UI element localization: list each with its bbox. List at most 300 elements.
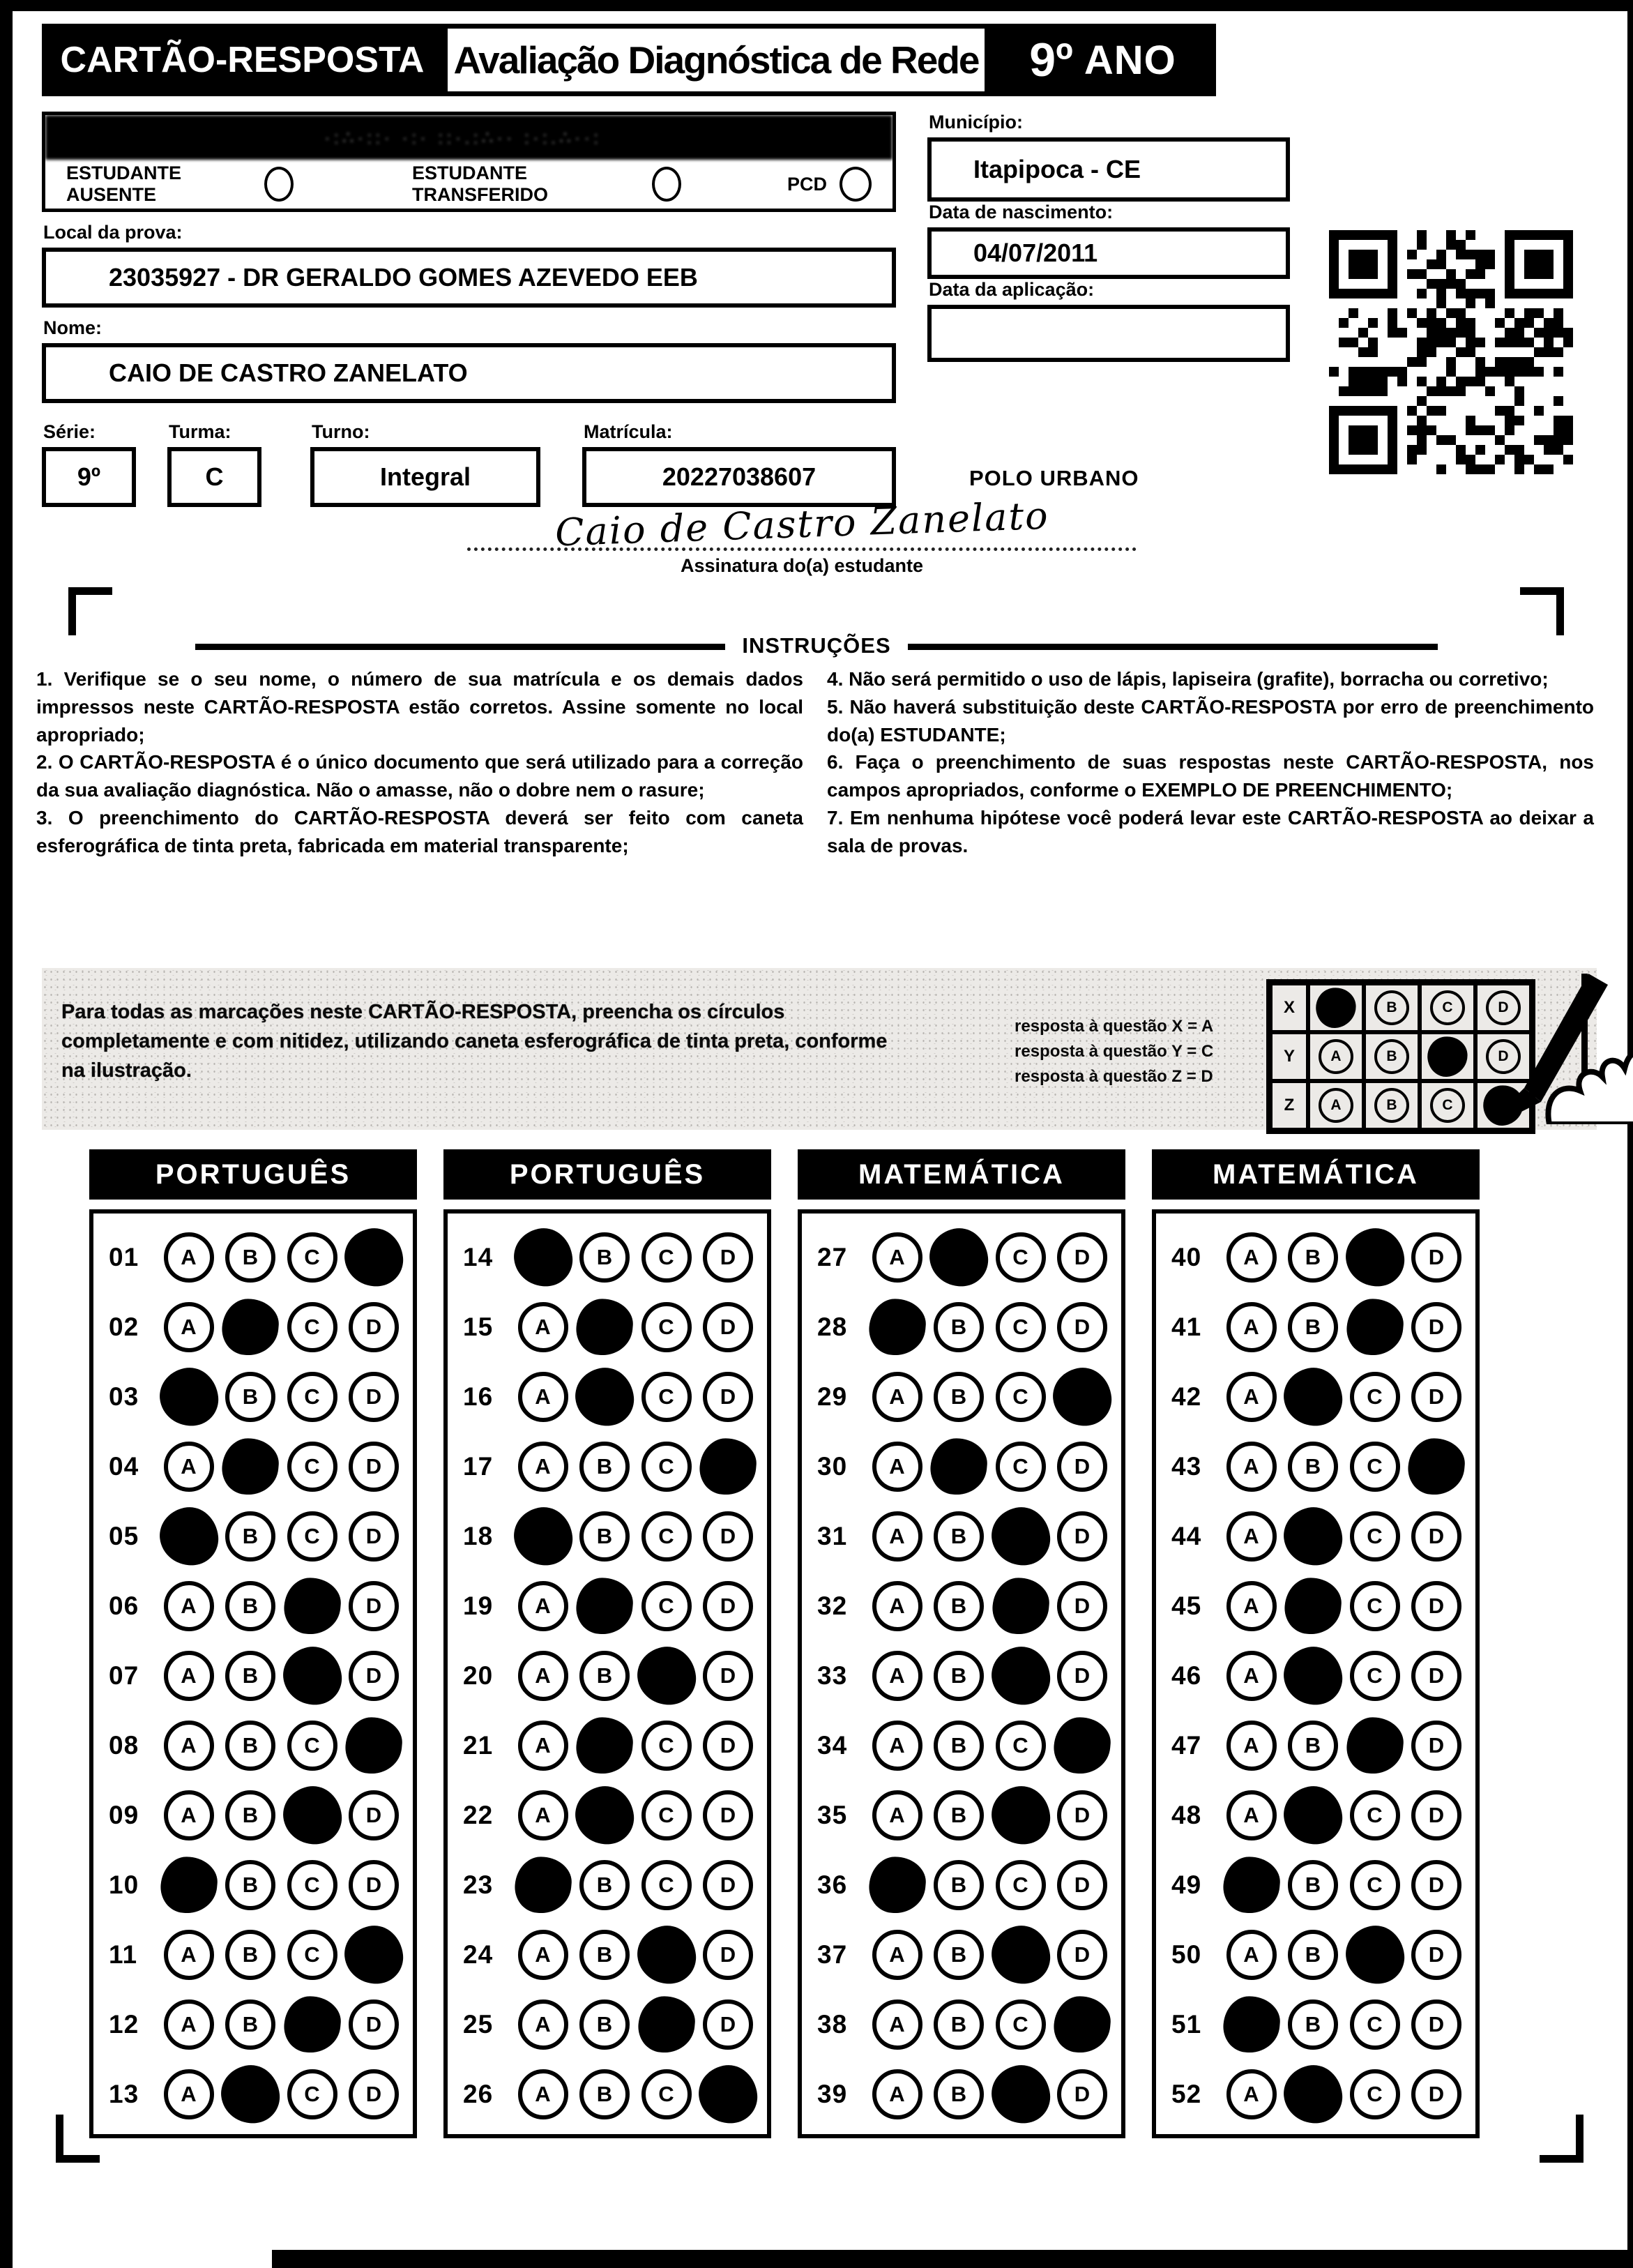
bubble-D[interactable]: D — [703, 1511, 753, 1562]
bubble-B[interactable]: B — [579, 2069, 630, 2119]
bubble-B[interactable] — [1282, 1575, 1343, 1636]
question-row — [109, 1504, 399, 1569]
bubble-A[interactable]: A — [518, 1442, 568, 1492]
bubble-D[interactable]: D — [1057, 1790, 1107, 1840]
bubble-B[interactable] — [574, 1575, 635, 1636]
question-number: 52 — [1171, 2080, 1202, 2108]
example-bubble-C: C — [1430, 990, 1465, 1025]
student-signature-handwriting: Caio de Castro Zanelato — [554, 493, 1050, 555]
bubble-D[interactable]: D — [1411, 1721, 1461, 1771]
bubble-C[interactable]: C — [287, 1721, 337, 1771]
bubble-A[interactable]: A — [872, 1232, 922, 1283]
legend-line: resposta à questão Z = D — [1015, 1067, 1213, 1086]
bubble-D[interactable]: D — [703, 1930, 753, 1980]
bubble-B[interactable]: B — [934, 1721, 984, 1771]
bubble-A[interactable] — [157, 1365, 221, 1429]
bubble-B[interactable] — [1281, 2062, 1345, 2126]
question-number: 05 — [109, 1522, 139, 1550]
question-row — [109, 1294, 399, 1360]
bubble-C[interactable]: C — [1350, 1651, 1400, 1701]
bubble-D[interactable]: D — [349, 1651, 399, 1701]
bubble-A[interactable]: A — [1226, 1372, 1277, 1422]
bubble-A[interactable]: A — [518, 1651, 568, 1701]
bubble-D[interactable]: D — [1411, 1999, 1461, 2050]
status-bubble[interactable] — [264, 167, 294, 202]
question-number: 22 — [463, 1801, 494, 1829]
bubble-C[interactable]: C — [287, 1442, 337, 1492]
bubble-A[interactable]: A — [1226, 1581, 1277, 1631]
bubble-D[interactable]: D — [1411, 1860, 1461, 1910]
bubble-D[interactable]: D — [1411, 1930, 1461, 1980]
bubble-D[interactable]: D — [1057, 1581, 1107, 1631]
bubble-B[interactable]: B — [934, 1511, 984, 1562]
bubble-A[interactable]: A — [872, 1442, 922, 1492]
bubble-D[interactable]: D — [703, 1790, 753, 1840]
bubble-C[interactable]: C — [287, 2069, 337, 2119]
bubble-B[interactable]: B — [579, 1651, 630, 1701]
bubble-D[interactable]: D — [349, 1581, 399, 1631]
status-box — [42, 112, 896, 212]
signature-line — [467, 493, 1137, 555]
bubble-C[interactable] — [636, 1994, 697, 2055]
example-cell — [1364, 983, 1420, 1032]
bubble-B[interactable]: B — [225, 1232, 275, 1283]
bubble-A[interactable] — [867, 1296, 927, 1357]
question-number: 13 — [109, 2080, 139, 2108]
bubble-A[interactable]: A — [872, 1721, 922, 1771]
bubble-C[interactable] — [1343, 1923, 1407, 1987]
bubble-D[interactable]: D — [703, 1860, 753, 1910]
bubble-B[interactable]: B — [934, 1581, 984, 1631]
question-row — [817, 1643, 1107, 1709]
question-number: 36 — [817, 1870, 848, 1899]
bubble-D[interactable]: D — [703, 1581, 753, 1631]
bubble-B[interactable]: B — [579, 1442, 630, 1492]
question-number: 30 — [817, 1452, 848, 1481]
bubble-D[interactable]: D — [703, 1999, 753, 2050]
question-number: 04 — [109, 1452, 139, 1481]
status-label: ESTUDANTE AUSENTE — [66, 162, 182, 205]
bubble-B[interactable] — [572, 1783, 637, 1847]
bubble-D[interactable]: D — [349, 2069, 399, 2119]
question-row — [817, 1434, 1107, 1499]
bubble-D[interactable]: D — [703, 1232, 753, 1283]
bubble-C[interactable]: C — [641, 1860, 692, 1910]
bubble-C[interactable]: C — [641, 1302, 692, 1352]
bubble-B[interactable]: B — [934, 1372, 984, 1422]
bubble-A[interactable]: A — [1226, 2069, 1277, 2119]
question-number: 19 — [463, 1592, 494, 1620]
bubble-D[interactable]: D — [1057, 1511, 1107, 1562]
bubble-B[interactable]: B — [579, 1232, 630, 1283]
question-row — [817, 1573, 1107, 1639]
bubble-A[interactable]: A — [872, 1790, 922, 1840]
bubble-A[interactable]: A — [164, 1442, 214, 1492]
bubble-D[interactable] — [696, 2062, 760, 2126]
bubble-C[interactable]: C — [641, 1721, 692, 1771]
bubble-B[interactable]: B — [225, 1581, 275, 1631]
nome-value: CAIO DE CASTRO ZANELATO — [42, 343, 896, 403]
status-bubble[interactable] — [652, 167, 681, 202]
bubble-A[interactable]: A — [518, 1930, 568, 1980]
example-cell — [1308, 983, 1364, 1032]
instructions-right-column — [827, 665, 1594, 859]
bubble-C[interactable] — [282, 1994, 342, 2055]
bubble-D[interactable]: D — [1057, 1232, 1107, 1283]
bubble-B[interactable]: B — [1288, 1442, 1338, 1492]
bubble-C[interactable]: C — [1350, 1790, 1400, 1840]
municipio-label: Município: — [929, 112, 1023, 133]
bubble-C[interactable] — [989, 2062, 1053, 2126]
status-label: PCD — [787, 173, 827, 195]
bubble-D[interactable]: D — [1057, 2069, 1107, 2119]
question-number: 07 — [109, 1661, 139, 1690]
question-number: 15 — [463, 1313, 494, 1341]
question-row — [1171, 1294, 1461, 1360]
bubble-A[interactable]: A — [164, 1302, 214, 1352]
bubble-C[interactable] — [989, 1504, 1053, 1568]
bubble-B[interactable] — [574, 1715, 635, 1776]
question-row — [817, 1783, 1107, 1848]
legend-line: resposta à questão X = A — [1015, 1017, 1214, 1036]
bubble-C[interactable] — [1344, 1715, 1405, 1776]
bubble-A[interactable] — [157, 1504, 221, 1568]
crop-mark-top-left — [68, 587, 112, 635]
bubble-A[interactable]: A — [1226, 1790, 1277, 1840]
bubble-C[interactable] — [989, 1644, 1053, 1708]
fill-example-band — [42, 968, 1597, 1130]
bubble-D[interactable]: D — [1057, 1930, 1107, 1980]
bubble-B[interactable]: B — [225, 1790, 275, 1840]
bubble-A[interactable] — [158, 1854, 219, 1915]
bubble-C[interactable]: C — [996, 1860, 1046, 1910]
question-row — [817, 2062, 1107, 2127]
bubble-B[interactable]: B — [1288, 1721, 1338, 1771]
bubble-C[interactable]: C — [996, 1442, 1046, 1492]
question-row — [1171, 2062, 1461, 2127]
question-number: 10 — [109, 1870, 139, 1899]
bubble-B[interactable]: B — [579, 1930, 630, 1980]
bubble-B[interactable]: B — [1288, 1302, 1338, 1352]
example-bubble-B: B — [1374, 1039, 1409, 1074]
bubble-B[interactable]: B — [934, 1860, 984, 1910]
bubble-C[interactable] — [1343, 1225, 1407, 1290]
bubble-A[interactable]: A — [164, 1232, 214, 1283]
bubble-C[interactable]: C — [1350, 2069, 1400, 2119]
bubble-D[interactable]: D — [349, 1999, 399, 2050]
bubble-D[interactable]: D — [349, 1511, 399, 1562]
bubble-B[interactable]: B — [934, 1999, 984, 2050]
bubble-A[interactable]: A — [872, 2069, 922, 2119]
bubble-B[interactable] — [572, 1365, 637, 1429]
bubble-B[interactable] — [1281, 1783, 1345, 1847]
bubble-B[interactable] — [928, 1436, 989, 1497]
question-number: 49 — [1171, 1870, 1202, 1899]
bubble-C[interactable]: C — [641, 1581, 692, 1631]
bubble-C[interactable]: C — [1350, 1372, 1400, 1422]
bubble-A[interactable] — [1221, 1994, 1282, 2055]
bubble-C[interactable]: C — [996, 1372, 1046, 1422]
question-row — [817, 1294, 1107, 1360]
bubble-A[interactable]: A — [164, 1721, 214, 1771]
bubble-B[interactable]: B — [225, 1651, 275, 1701]
question-row — [463, 1783, 753, 1848]
bubble-A[interactable] — [1221, 1854, 1282, 1915]
bubble-B[interactable]: B — [934, 2069, 984, 2119]
bubble-B[interactable]: B — [579, 1860, 630, 1910]
bubble-D[interactable]: D — [1057, 1651, 1107, 1701]
card-title: CARTÃO-RESPOSTA — [42, 24, 443, 96]
bubble-D[interactable]: D — [1411, 1232, 1461, 1283]
bubble-A[interactable]: A — [518, 1581, 568, 1631]
bubble-C[interactable]: C — [996, 1302, 1046, 1352]
question-number: 26 — [463, 2080, 494, 2108]
instruction-item: 2. O CARTÃO-RESPOSTA é o único documento que será utilizado para a correção da sua avaliação diagnóstica. Não o amasse, não o dobre nem o rasure; — [36, 751, 803, 801]
question-number: 45 — [1171, 1592, 1202, 1620]
question-number: 11 — [109, 1940, 138, 1969]
bubble-B[interactable]: B — [934, 1930, 984, 1980]
bubble-C[interactable]: C — [996, 1232, 1046, 1283]
bubble-B[interactable]: B — [934, 1302, 984, 1352]
bubble-B[interactable]: B — [225, 1860, 275, 1910]
bubble-B[interactable] — [1281, 1504, 1345, 1568]
student-info-right — [927, 112, 1290, 362]
bubble-B[interactable]: B — [1288, 1930, 1338, 1980]
bubble-C[interactable]: C — [287, 1232, 337, 1283]
bubble-A[interactable]: A — [1226, 1930, 1277, 1980]
bubble-A[interactable]: A — [164, 1651, 214, 1701]
bubble-D[interactable]: D — [1411, 1790, 1461, 1840]
question-number: 24 — [463, 1940, 494, 1969]
bubble-A[interactable]: A — [164, 1930, 214, 1980]
bubble-D[interactable] — [1406, 1436, 1466, 1497]
bubble-D[interactable]: D — [703, 1651, 753, 1701]
example-cell — [1308, 1032, 1364, 1081]
crop-mark-top-right — [1520, 587, 1564, 635]
bubble-D[interactable]: D — [349, 1790, 399, 1840]
bubble-D[interactable]: D — [1057, 1442, 1107, 1492]
question-row — [463, 1643, 753, 1709]
bubble-A[interactable]: A — [872, 1372, 922, 1422]
bubble-B[interactable] — [220, 1296, 280, 1357]
bubble-B[interactable] — [218, 2062, 282, 2126]
question-number: 44 — [1171, 1522, 1202, 1550]
bubble-D[interactable]: D — [1057, 1860, 1107, 1910]
bubble-D[interactable]: D — [1411, 1372, 1461, 1422]
bubble-C[interactable]: C — [641, 1442, 692, 1492]
bubble-B[interactable]: B — [1288, 1999, 1338, 2050]
bubble-A[interactable]: A — [164, 1790, 214, 1840]
turma-label: Turma: — [169, 421, 231, 442]
bubble-A[interactable]: A — [872, 1930, 922, 1980]
bubble-C[interactable] — [282, 1575, 342, 1636]
bubble-D[interactable]: D — [703, 1372, 753, 1422]
bubble-A[interactable]: A — [1226, 1232, 1277, 1283]
bubble-D[interactable] — [343, 1715, 404, 1776]
bubble-D[interactable] — [697, 1436, 758, 1497]
bubble-D[interactable] — [342, 1225, 406, 1290]
bubble-B[interactable]: B — [225, 1511, 275, 1562]
example-bubble-C — [1425, 1034, 1469, 1078]
bubble-D[interactable]: D — [1411, 1302, 1461, 1352]
subject-header: PORTUGUÊS — [89, 1149, 417, 1200]
crop-mark-bottom-right — [1540, 2115, 1583, 2163]
bubble-A[interactable] — [867, 1854, 927, 1915]
bubble-A[interactable]: A — [164, 2069, 214, 2119]
bubble-C[interactable]: C — [641, 2069, 692, 2119]
question-number: 34 — [817, 1731, 848, 1760]
bubble-A[interactable]: A — [872, 1651, 922, 1701]
question-number: 43 — [1171, 1452, 1202, 1481]
bubble-A[interactable]: A — [1226, 1442, 1277, 1492]
status-bubble[interactable] — [840, 167, 872, 202]
bubble-D[interactable]: D — [1411, 1581, 1461, 1631]
bubble-C[interactable] — [989, 1783, 1053, 1847]
bubble-C[interactable]: C — [287, 1302, 337, 1352]
bubble-A[interactable]: A — [164, 1581, 214, 1631]
bubble-D[interactable] — [1050, 1365, 1114, 1429]
bubble-A[interactable]: A — [1226, 1511, 1277, 1562]
example-cell — [1364, 1032, 1420, 1081]
bubble-B[interactable]: B — [934, 1790, 984, 1840]
bubble-B[interactable]: B — [225, 1999, 275, 2050]
bubble-B[interactable]: B — [225, 1721, 275, 1771]
question-number: 51 — [1171, 2010, 1202, 2039]
answer-grid-section — [89, 1149, 1480, 2138]
bubble-C[interactable] — [280, 1644, 344, 1708]
bubble-D[interactable]: D — [1057, 1302, 1107, 1352]
bubble-B[interactable] — [1281, 1644, 1345, 1708]
bubble-D[interactable]: D — [349, 1302, 399, 1352]
question-row — [109, 1713, 399, 1778]
instruction-item: 4. Não será permitido o uso de lápis, lapiseira (grafite), borracha ou corretivo; — [827, 668, 1549, 690]
bubble-D[interactable]: D — [1411, 1651, 1461, 1701]
bubble-C[interactable]: C — [287, 1511, 337, 1562]
bubble-A[interactable]: A — [872, 1999, 922, 2050]
question-row — [463, 1992, 753, 2057]
bubble-B[interactable]: B — [579, 1511, 630, 1562]
question-number: 42 — [1171, 1382, 1202, 1411]
qr-code — [1329, 230, 1573, 474]
question-number: 37 — [817, 1940, 848, 1969]
bubble-D[interactable]: D — [1411, 2069, 1461, 2119]
bubble-B[interactable]: B — [1288, 1860, 1338, 1910]
bubble-C[interactable] — [635, 1644, 699, 1708]
question-number: 35 — [817, 1801, 848, 1829]
bubble-B[interactable] — [1281, 1365, 1345, 1429]
bubble-B[interactable]: B — [1288, 1232, 1338, 1283]
bubble-B[interactable]: B — [225, 1930, 275, 1980]
bubble-C[interactable]: C — [287, 1372, 337, 1422]
nascimento-value: 04/07/2011 — [927, 227, 1290, 279]
serie-label: Série: — [43, 421, 96, 442]
bubble-A[interactable]: A — [1226, 1302, 1277, 1352]
bubble-C[interactable] — [635, 1923, 699, 1987]
bubble-D[interactable] — [342, 1923, 406, 1987]
bubble-D[interactable] — [1051, 1994, 1112, 2055]
bubble-B[interactable]: B — [225, 1372, 275, 1422]
signature-label: Assinatura do(a) estudante — [680, 555, 924, 576]
question-row — [463, 1225, 753, 1290]
example-bubble-A: A — [1319, 1039, 1353, 1074]
bubble-A[interactable] — [512, 1854, 573, 1915]
bubble-A[interactable]: A — [872, 1581, 922, 1631]
bubble-C[interactable] — [1344, 1296, 1405, 1357]
bubble-C[interactable]: C — [996, 1999, 1046, 2050]
question-number: 29 — [817, 1382, 848, 1411]
bubble-C[interactable]: C — [287, 1860, 337, 1910]
bubble-C[interactable]: C — [996, 1721, 1046, 1771]
bubble-C[interactable]: C — [1350, 1860, 1400, 1910]
bubble-D[interactable]: D — [349, 1372, 399, 1422]
bubble-D[interactable]: D — [703, 1302, 753, 1352]
status-label: ESTUDANTE TRANSFERIDO — [411, 162, 548, 205]
bubble-D[interactable]: D — [1411, 1511, 1461, 1562]
grade-suffix: ANO — [1084, 37, 1176, 83]
bubble-D[interactable]: D — [703, 1721, 753, 1771]
scan-border-left — [0, 0, 13, 2268]
bubble-C[interactable]: C — [641, 1790, 692, 1840]
bubble-A[interactable]: A — [1226, 1651, 1277, 1701]
question-row — [1171, 1992, 1461, 2057]
bubble-D[interactable]: D — [349, 1442, 399, 1492]
matricula-value: 20227038607 — [582, 447, 896, 507]
polo-urbano-text: POLO URBANO — [969, 466, 1139, 490]
answer-column — [798, 1149, 1125, 2138]
bubble-C[interactable]: C — [641, 1372, 692, 1422]
question-number: 08 — [109, 1731, 139, 1760]
bubble-A[interactable]: A — [518, 1302, 568, 1352]
bubble-C[interactable]: C — [1350, 1511, 1400, 1562]
bubble-B[interactable]: B — [934, 1651, 984, 1701]
bubble-C[interactable]: C — [287, 1930, 337, 1980]
bubble-B[interactable] — [927, 1225, 991, 1290]
example-cell — [1420, 1081, 1475, 1130]
bubble-D[interactable]: D — [349, 1860, 399, 1910]
bubble-C[interactable]: C — [641, 1232, 692, 1283]
bubble-C[interactable]: C — [1350, 1442, 1400, 1492]
bubble-A[interactable]: A — [518, 1790, 568, 1840]
answer-box — [443, 1209, 771, 2138]
bubble-A[interactable]: A — [518, 1372, 568, 1422]
question-number: 40 — [1171, 1243, 1202, 1271]
bubble-C[interactable] — [989, 1923, 1053, 1987]
bubble-B[interactable] — [220, 1436, 280, 1497]
bubble-C[interactable] — [280, 1783, 344, 1847]
bubble-A[interactable]: A — [518, 1999, 568, 2050]
bubble-C[interactable] — [990, 1575, 1051, 1636]
bubble-A[interactable]: A — [164, 1999, 214, 2050]
bubble-C[interactable]: C — [1350, 1999, 1400, 2050]
bubble-A[interactable]: A — [518, 2069, 568, 2119]
fill-example-text: Para todas as marcações neste CARTÃO-RESPOSTA, preencha os círculos completamente e com nitidez, utilizando caneta esferográfica de tinta preta, conforme na ilustração. — [61, 1001, 888, 1082]
question-number: 25 — [463, 2010, 494, 2039]
bubble-B[interactable] — [574, 1296, 635, 1357]
bubble-A[interactable]: A — [1226, 1721, 1277, 1771]
bubble-A[interactable]: A — [518, 1721, 568, 1771]
bubble-C[interactable]: C — [641, 1511, 692, 1562]
bubble-A[interactable] — [511, 1504, 575, 1568]
question-row — [463, 1573, 753, 1639]
bubble-B[interactable]: B — [579, 1999, 630, 2050]
bubble-C[interactable]: C — [1350, 1581, 1400, 1631]
bubble-A[interactable]: A — [872, 1511, 922, 1562]
bubble-A[interactable] — [511, 1225, 575, 1290]
question-row — [817, 1364, 1107, 1430]
bubble-D[interactable] — [1051, 1715, 1112, 1776]
question-number: 14 — [463, 1243, 494, 1271]
answer-column — [443, 1149, 771, 2138]
